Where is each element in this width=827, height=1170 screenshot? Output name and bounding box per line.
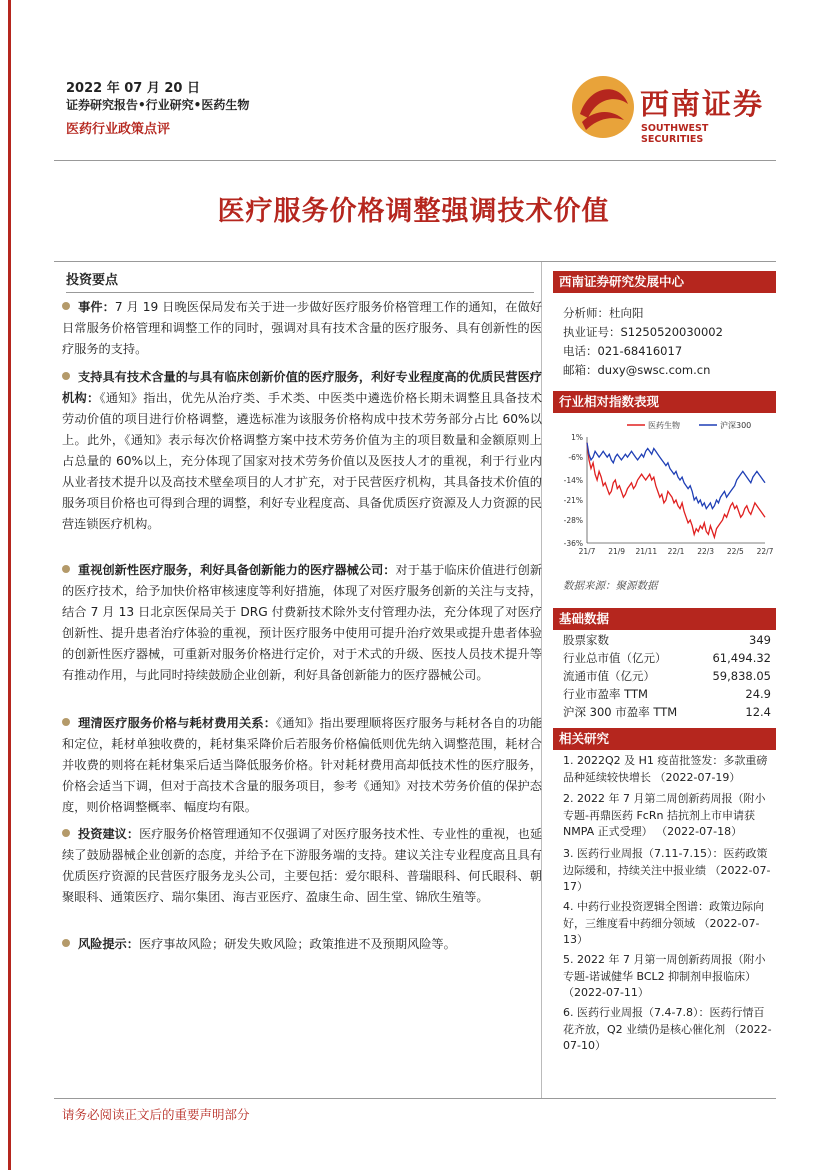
related-report-link[interactable]: 3. 医药行业周报（7.11-7.15）：医药政策边际缓和，持续关注中报业绩 （2022-07-17） xyxy=(563,847,771,893)
summary-item: 投资建议：医疗服务价格管理通知不仅强调了对医疗服务技术性、专业性的重视，也延续了鼓励器械企业创新的态度，并给予在下游服务端的支持。建议关注专业程度高且具有优质医疗资源的民营医疗服务龙头公司，主要包括：爱尔眼科、普瑞眼科、何氏眼科、朝聚眼科、通策医疗、瑞尔集团、海吉亚医疗、盈康生命、固生堂、锦欣生殖等。 xyxy=(62,827,543,904)
chart-svg xyxy=(553,413,776,573)
summary-item: 风险提示：医疗事故风险；研发失败风险；政策推进不及预期风险等。 xyxy=(62,934,542,955)
y-tick-label: -36% xyxy=(563,539,583,548)
y-tick-label: 1% xyxy=(571,433,583,442)
basic-label: 行业总市值（亿元） xyxy=(563,651,667,665)
legend-label: 医药生物 xyxy=(648,421,680,430)
legend-label: 沪深300 xyxy=(720,421,752,430)
x-tick-label: 22/5 xyxy=(726,547,744,556)
basic-label: 股票家数 xyxy=(563,633,609,647)
summary-item: 重视创新性医疗服务，利好具备创新能力的医疗器械公司：对于基于临床价值进行创新的医疗技术，给予加快价格审核速度等利好措施，体现了对医疗服务创新的关注与支持，结合 7 月 13 日北京医保局关于 DRG 付费新技术除外支付管理办法，充分体现了对医疗创新性、提升患者治疗体验的重视，预计医疗服务中使用可提升治疗效果或提升患者体验的创新性医疗器械，可重新对服务价格进行定价，对于术式的升级、医技人员技术提升等有推动作用，与此同时持续鼓励企业创新，利好具备创新能力的医疗器械公司。 xyxy=(62,563,543,682)
bullet-icon xyxy=(62,829,70,837)
analyst-phone: 电话：021-68416017 xyxy=(563,344,683,358)
basic-value: 24.9 xyxy=(745,687,771,701)
summary-item: 理清医疗服务价格与耗材费用关系：《通知》指出要理顺将医疗服务与耗材各自的功能和定位，耗材单独收费的，耗材集采降价后若服务价格偏低则优先纳入调整范围，耗材合并收费的则将在耗材集采后适当降低服务价格。针对耗材费用高却低技术性的医疗服务，价格会适当下调，但对于高技术含量的服务项目，参考《通知》对技术劳务价值的保护态度，则价格调整概率、幅度均有限。 xyxy=(62,716,543,814)
x-tick-label: 22/1 xyxy=(667,547,685,556)
bullet-icon xyxy=(62,718,70,726)
sidebar-accent-line xyxy=(8,0,11,1170)
footer-divider xyxy=(54,1098,776,1099)
basic-value: 59,838.05 xyxy=(712,669,771,683)
bullet-icon xyxy=(62,302,70,310)
x-tick-label: 22/3 xyxy=(697,547,715,556)
bullet-icon xyxy=(62,372,70,380)
basic-label: 流通市值（亿元） xyxy=(563,669,655,683)
related-report-link[interactable]: 6. 医药行业周报（7.4-7.8）：医药行情百花齐放，Q2 业绩仍是核心催化剂 （2022-07-10） xyxy=(563,1006,772,1052)
x-tick-label: 21/9 xyxy=(608,547,626,556)
relative-index-chart xyxy=(553,413,776,573)
analyst-name: 分析师：杜向阳 xyxy=(563,306,644,320)
x-tick-label: 21/7 xyxy=(578,547,596,556)
summary-heading-rule xyxy=(66,292,534,293)
table-row xyxy=(563,703,771,721)
analyst-license: 执业证号：S1250520030002 xyxy=(563,325,723,339)
chart-section-title: 行业相对指数表现 xyxy=(553,391,776,413)
company-logo xyxy=(570,74,770,145)
report-date: 2022 年 07 月 20 日 xyxy=(66,81,200,96)
basic-value: 61,494.32 xyxy=(712,651,771,665)
table-row xyxy=(563,649,771,667)
header-divider xyxy=(54,160,776,161)
table-row xyxy=(563,667,771,685)
summary-item: 事件：7 月 19 日晚医保局发布关于进一步做好医疗服务价格管理工作的通知，在做好日常服务价格管理和调整工作的同时，强调对具有技术含量的医疗服务、具有创新性的医疗服务的支持。 xyxy=(62,300,543,356)
summary-item: 支持具有技术含量的与具有临床创新价值的医疗服务，利好专业程度高的优质民营医疗机构：《通知》指出，优先从治疗类、手术类、中医类中遴选价格长期未调整且具备技术劳动价值的项目进行价格调整，遴选标准为该服务价格构成中技术劳务部分占比 60%以上。此外，《通知》表示每次价格调整方案中技术劳务价值为主的项目数量和金额原则上占总量的 60%以上，充分体现了国家对技术劳务价值以及医技人才的重视，利于行业内从业者技术提升以及高技术壁垒项目的人才扩充，对于民营医疗机构，其具备技术价值的服务项目价格也可得到合理的调整，利好专业程度高、具备优质医疗资源及人力资源的民营连锁医疗机构。 xyxy=(62,370,543,531)
series-line-csi300 xyxy=(587,443,765,509)
footer-disclaimer: 请务必阅读正文后的重要声明部分 xyxy=(62,1107,250,1122)
x-tick-label: 21/11 xyxy=(635,547,658,556)
analyst-email[interactable]: 邮箱：duxy@swsc.com.cn xyxy=(563,363,711,377)
title-divider xyxy=(54,261,776,262)
related-report-link[interactable]: 4. 中药行业投资逻辑全图谱：政策边际向好，三维度看中药细分领域 （2022-07-13） xyxy=(563,900,764,946)
related-research-title: 相关研究 xyxy=(553,728,776,750)
y-tick-label: -14% xyxy=(563,475,583,485)
logo-english: SOUTHWEST SECURITIES xyxy=(641,123,709,145)
y-tick-label: -28% xyxy=(563,516,583,526)
x-tick-label: 22/7 xyxy=(756,547,774,556)
basic-data-title: 基础数据 xyxy=(553,608,776,630)
y-tick-label: -6% xyxy=(568,453,583,463)
bullet-icon xyxy=(62,939,70,947)
report-subtitle: 医药行业政策点评 xyxy=(66,122,171,137)
basic-label: 沪深 300 市盈率 TTM xyxy=(563,705,678,719)
related-report-link[interactable]: 2. 2022 年 7 月第二周创新药周报（附小专题-再鼎医药 FcRn 拮抗剂上市申请获 NMPA 正式受理） （2022-07-18） xyxy=(563,792,766,838)
bullet-icon xyxy=(62,565,70,573)
report-type: 证券研究报告•行业研究•医药生物 xyxy=(66,98,250,112)
summary-heading: 投资要点 xyxy=(66,273,119,288)
chart-source: 数据来源：聚源数据 xyxy=(563,580,658,592)
basic-value: 349 xyxy=(749,633,771,647)
table-row xyxy=(563,631,771,649)
logo-name: 西南证券 xyxy=(640,87,765,121)
basic-data-table xyxy=(563,631,771,721)
logo-emblem-icon xyxy=(570,74,636,140)
y-tick-label: -21% xyxy=(563,496,583,506)
basic-label: 行业市盈率 TTM xyxy=(563,687,648,701)
basic-value: 12.4 xyxy=(745,705,771,719)
related-report-link[interactable]: 5. 2022 年 7 月第一周创新药周报（附小专题-诺诚健华 BCL2 抑制剂申报临床） （2022-07-11） xyxy=(563,953,766,999)
table-row xyxy=(563,685,771,703)
series-line-pharma xyxy=(587,443,765,538)
page-title: 医疗服务价格调整强调技术价值 xyxy=(217,196,610,227)
research-center-title: 西南证券研究发展中心 xyxy=(553,271,776,293)
related-report-link[interactable]: 1. 2022Q2 及 H1 疫苗批签发：多款重磅品种延续较快增长 （2022-07-19） xyxy=(563,754,768,784)
